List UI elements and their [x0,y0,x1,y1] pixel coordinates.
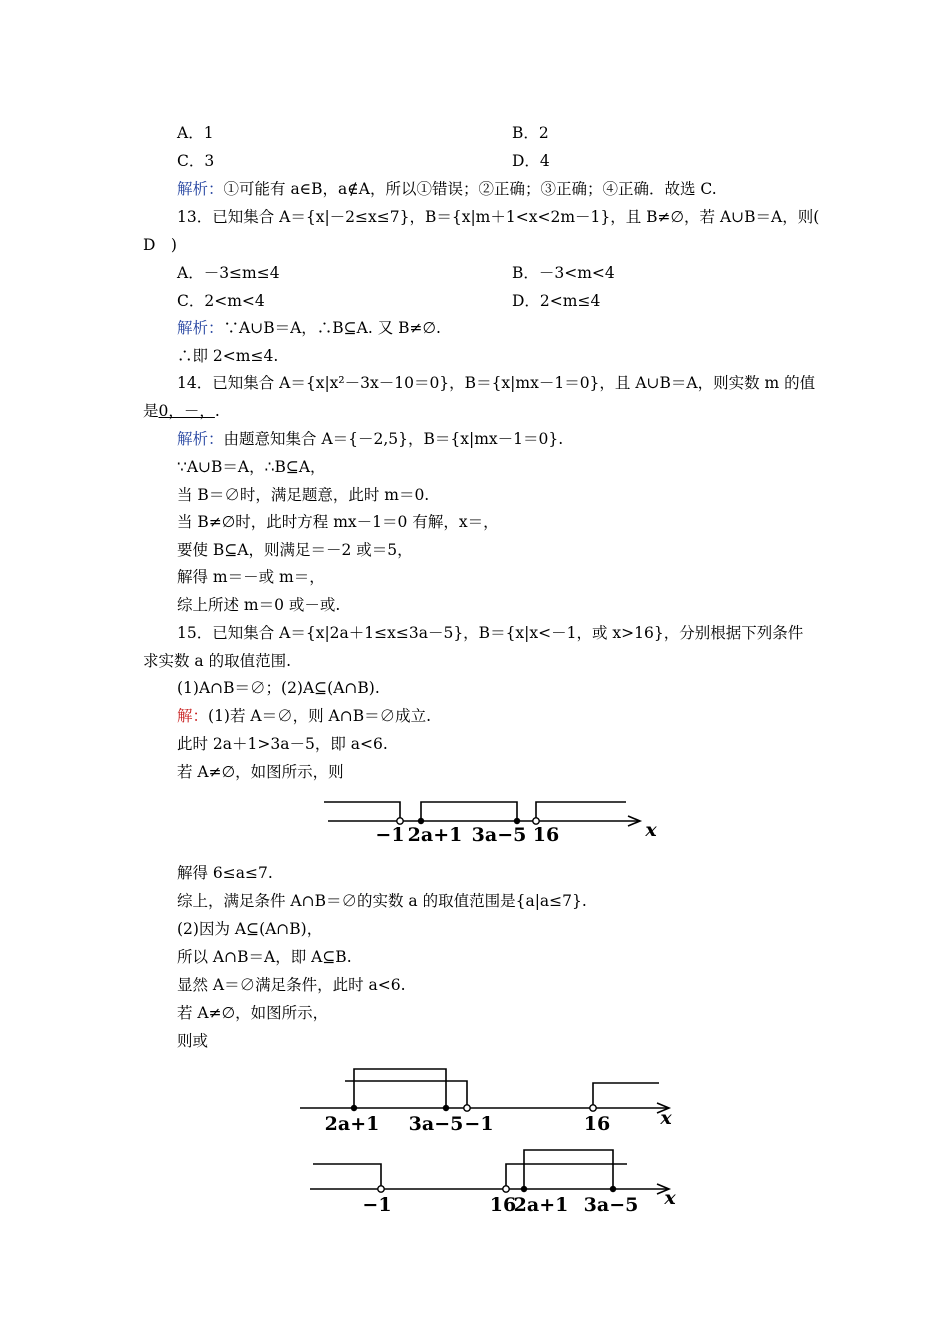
solution-15-line6: (2)因为 A⊆(A∩B)， [177,920,323,938]
question-14-line2 [143,401,220,421]
option-a: A．1 [177,124,214,142]
solution-14-line7: 综上所述 m＝0 或－或. [177,596,341,614]
number-line-figure-3 [305,1145,690,1220]
solution-14-line4: 当 B≠∅时，此时方程 mx－1＝0 有解，x＝， [177,513,499,531]
solution-15 [177,706,431,726]
solution-text: ∵A∪B＝A，∴B⊆A. 又 B≠∅. [223,319,441,337]
solution-15-line5: 综上，满足条件 A∩B＝∅的实数 a 的取值范围是{a|a≤7}. [177,892,587,910]
question-14-line1: 14．已知集合 A＝{x|x²－3x－10＝0}，B＝{x|mx－1＝0}，且 A∪B＝A，则实数 m 的值 [177,374,816,392]
solution-text: 由题意知集合 A＝{－2,5}，B＝{x|mx－1＝0}. [223,430,564,448]
tick-label: 16 [489,1194,517,1216]
option-c: C．3 [177,152,215,170]
option-a: A．－3≤m≤4 [177,264,280,282]
question-15-line2: 求实数 a 的取值范围. [143,652,292,670]
solution-15-line10: 则或 [177,1032,209,1050]
solution-15-line8: 显然 A＝∅满足条件，此时 a<6. [177,976,406,994]
number-line-figure-1 [320,795,665,850]
tick-label: 2a+1 [407,824,463,846]
question-15-line1: 15．已知集合 A＝{x|2a＋1≤x≤3a－5}，B＝{x|x<－1，或 x>16}，分别根据下列条件 [177,624,804,642]
tick-label: 2a+1 [324,1113,380,1135]
axis-label: x [645,819,657,841]
option-b: B．－3<m<4 [512,264,615,282]
solution-14-line6: 解得 m＝－或 m＝， [177,568,325,586]
question-13-line1: 13．已知集合 A＝{x|－2≤x≤7}，B＝{x|m＋1<x<2m－1}，且 B≠∅，若 A∪B＝A，则( [177,208,820,226]
question-13-line2: D ) [143,236,177,254]
axis-label: x [660,1107,672,1129]
tick-label: −1 [464,1113,494,1135]
solution-13-line2: ∴即 2<m≤4. [177,347,279,365]
solution-label: 解： [177,707,209,725]
tick-label: 16 [583,1113,611,1135]
solution-14-line2: ∵A∪B＝A，∴B⊆A， [177,458,326,476]
question-15-line3: (1)A∩B＝∅；(2)A⊆(A∩B). [177,679,380,697]
text: 是 [143,402,159,420]
solution-15-line7: 所以 A∩B＝A，即 A⊆B. [177,948,352,966]
tick-label: −1 [375,824,405,846]
option-c: C．2<m<4 [177,292,265,310]
solution-15-line2: 此时 2a＋1>3a－5，即 a<6. [177,735,388,753]
solution-12 [177,179,717,199]
solution-14-line5: 要使 B⊆A，则满足＝－2 或＝5， [177,541,413,559]
tick-label: 3a−5 [408,1113,464,1135]
tick-label: −1 [362,1194,392,1216]
solution-15-line3: 若 A≠∅，如图所示，则 [177,763,344,781]
solution-label: 解析： [177,430,224,448]
solution-15-line9: 若 A≠∅，如图所示， [177,1004,329,1022]
tick-label: 2a+1 [513,1194,569,1216]
answer-blank: 0，－， [158,402,215,420]
option-d: D．2<m≤4 [512,292,601,310]
solution-14-line3: 当 B＝∅时，满足题意，此时 m＝0. [177,486,430,504]
tick-label: 16 [532,824,560,846]
solution-13 [177,318,441,338]
axis-label: x [664,1187,676,1209]
tick-label: 3a−5 [583,1194,639,1216]
option-d: D．4 [512,152,550,170]
number-line-figure-2 [295,1062,685,1137]
solution-text: (1)若 A＝∅，则 A∩B＝∅成立. [208,707,432,725]
solution-text: ①可能有 a∈B，a∉A，所以①错误；②正确；③正确；④正确．故选 C. [223,180,717,198]
tick-label: 3a−5 [471,824,527,846]
solution-14 [177,429,563,449]
solution-label: 解析： [177,180,224,198]
solution-15-line4: 解得 6≤a≤7. [177,864,273,882]
text: . [214,402,220,420]
solution-label: 解析： [177,319,224,337]
option-b: B．2 [512,124,549,142]
